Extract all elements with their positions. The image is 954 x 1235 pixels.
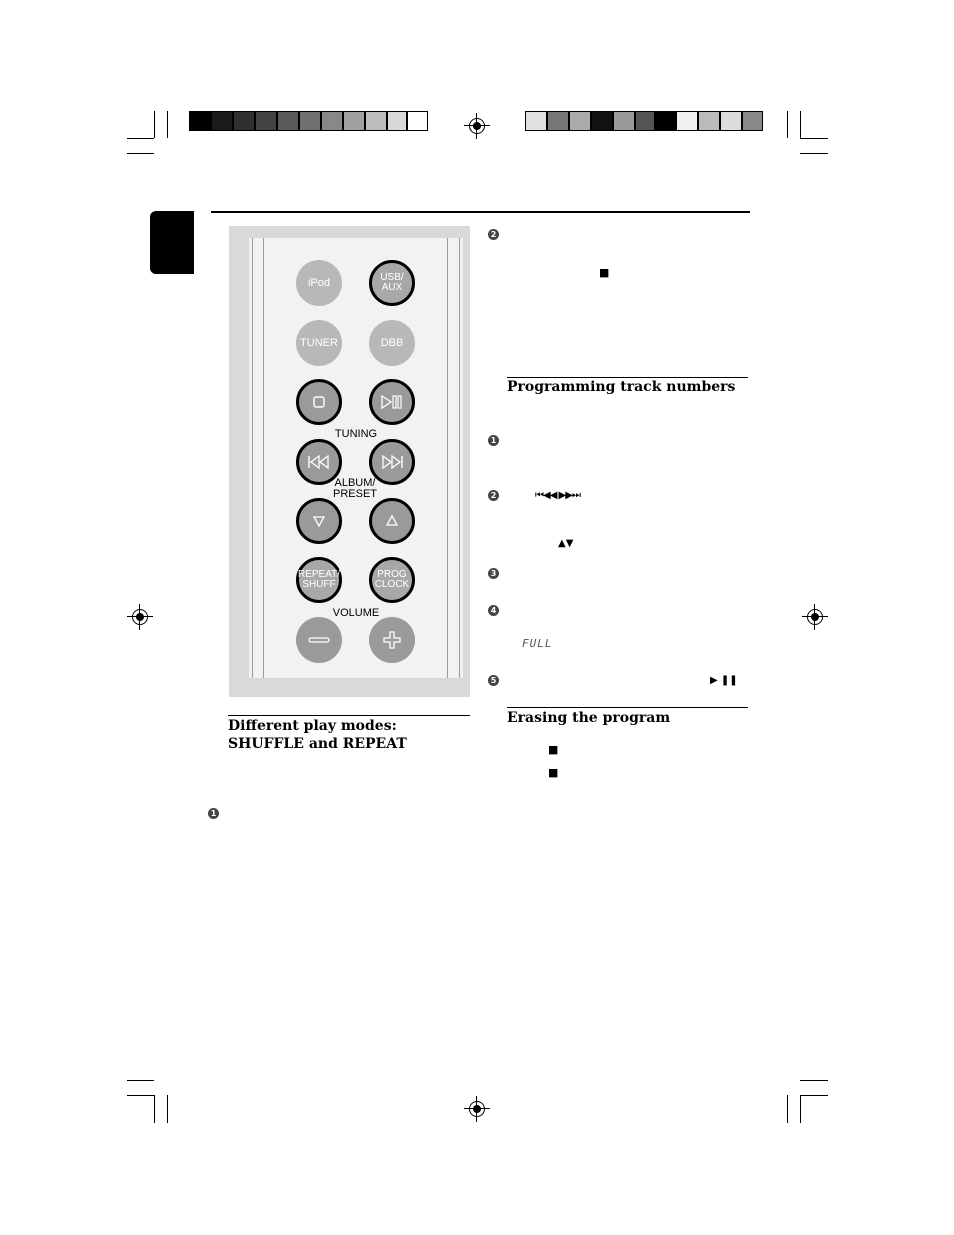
skip-back-icon (307, 455, 331, 469)
crop-mark (800, 138, 828, 139)
crop-mark (127, 153, 154, 154)
step-number: 3 (488, 568, 499, 579)
tuning-label: TUNING (334, 428, 378, 440)
volume-label: VOLUME (332, 607, 380, 619)
album-down-button[interactable] (296, 498, 342, 544)
crop-mark (154, 1095, 155, 1123)
step-number: 1 (208, 808, 219, 819)
crop-mark (787, 1095, 788, 1123)
erasing-heading: Erasing the program (507, 710, 671, 726)
skip-symbols: ⏮◀◀ ▶▶⏭ (535, 490, 580, 501)
dbb-button[interactable] (369, 320, 415, 366)
plus-icon (382, 630, 402, 650)
ipod-button-label: iPod (307, 276, 331, 289)
crop-mark (127, 1080, 154, 1081)
programming-heading: Programming track numbers (507, 379, 736, 395)
crop-mark (800, 1095, 801, 1123)
play-pause-symbol: ▶ ❚❚ (710, 675, 738, 686)
triangle-up-icon (385, 514, 399, 528)
dbb-button-label: DBB (380, 336, 404, 349)
crop-mark (787, 111, 788, 138)
ipod-button[interactable] (296, 260, 342, 306)
registration-mark-icon (467, 1099, 487, 1119)
stop-symbol: ■ (548, 766, 559, 779)
registration-mark-icon (805, 607, 825, 627)
crop-mark (800, 153, 828, 154)
full-display-text: FULL (522, 637, 553, 650)
crop-mark (154, 111, 155, 138)
crop-mark (800, 1095, 828, 1096)
stop-symbol: ■ (548, 743, 559, 756)
triangle-down-icon (312, 514, 326, 528)
crop-mark (127, 1095, 154, 1096)
volume-down-button[interactable] (296, 617, 342, 663)
section-rule (507, 707, 748, 708)
step-number: 4 (488, 605, 499, 616)
crop-mark (167, 1095, 168, 1123)
section-rule (228, 715, 470, 716)
tuner-button-label: TUNER (300, 336, 338, 349)
step-number: 2 (488, 490, 499, 501)
stop-button[interactable] (296, 379, 342, 425)
prog-clock-button-label: PROG CLOCK (374, 569, 410, 590)
album-preset-label: ALBUM/ PRESET (332, 477, 377, 500)
play-modes-heading: Different play modes: SHUFFLE and REPEAT (228, 718, 407, 752)
stop-symbol: ■ (599, 266, 610, 279)
prog-clock-button[interactable] (369, 557, 415, 603)
volume-up-button[interactable] (369, 617, 415, 663)
repeat-shuffle-button-label: REPEAT/ SHUFF (297, 569, 341, 590)
album-updown-symbols: ▲▼ (558, 538, 574, 549)
repeat-shuffle-button[interactable] (296, 557, 342, 603)
play-pause-icon (380, 395, 404, 409)
registration-mark-icon (130, 607, 150, 627)
usb-aux-button[interactable] (369, 260, 415, 306)
crop-mark (167, 111, 168, 138)
crop-mark (127, 138, 154, 139)
usb-aux-button-label: USB/ AUX (380, 272, 404, 293)
step-number: 5 (488, 675, 499, 686)
tuner-button[interactable] (296, 320, 342, 366)
step-number: 2 (488, 229, 499, 240)
step-number: 1 (488, 435, 499, 446)
crop-mark (800, 111, 801, 138)
stop-icon (312, 395, 326, 409)
crop-mark (800, 1080, 828, 1081)
skip-forward-icon (380, 455, 404, 469)
album-up-button[interactable] (369, 498, 415, 544)
language-tab (150, 211, 194, 274)
header-rule (211, 211, 750, 213)
minus-icon (308, 635, 330, 645)
play-pause-button[interactable] (369, 379, 415, 425)
registration-mark-icon (467, 116, 487, 136)
